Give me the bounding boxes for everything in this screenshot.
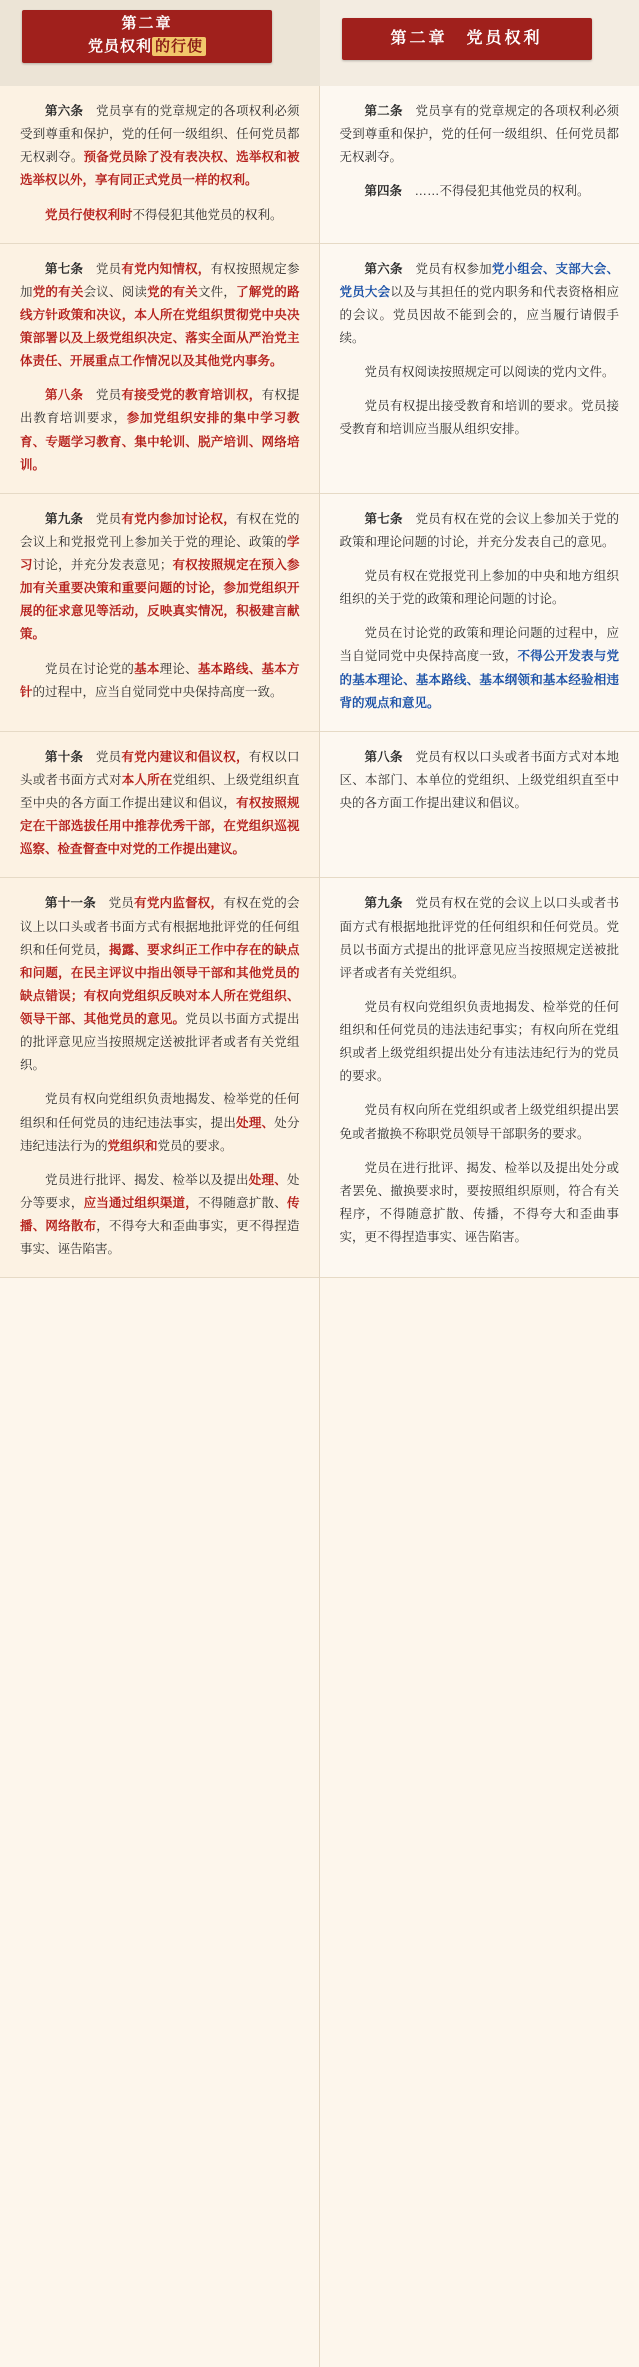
emphasis-text: 党小组会、支部大会、党员大会 (339, 261, 619, 299)
header-left-column (0, 0, 320, 86)
emphasis-text: 应当通过组织渠道， (83, 1195, 198, 1210)
paragraph (340, 258, 620, 351)
emphasis-text: 有党内参加讨论权， (121, 511, 237, 526)
paragraph (340, 395, 620, 441)
paragraph (340, 1099, 620, 1145)
emphasis-text: 有权按照规定在预入参加有关重要决策和重要问题的讨论，参加党组织开展的征求意见等活动，反映真实情况，积极建言献策。 (20, 558, 300, 642)
emphasis-text: 基本 (134, 661, 160, 676)
body-text: 党员有权参加 (402, 261, 492, 276)
right-title-ribbon: 第二章 党员权利 (342, 18, 592, 60)
emphasis-text: 第二条 (364, 104, 403, 118)
body-text: 理论、 (159, 661, 198, 676)
emphasis-text: 第六条 (364, 261, 403, 276)
body-text: 处分违纪违法行为的 (20, 1115, 300, 1153)
emphasis-text: 参加党组织安排的集中学习教育、专题学习教育、集中轮训、脱产培训、网络培训。 (20, 411, 300, 472)
emphasis-text: 党的有关 (147, 284, 198, 299)
emphasis-text: 党员行使权利时 (45, 207, 133, 222)
emphasis-text: 第六条 (45, 104, 84, 118)
paragraph (20, 508, 300, 647)
body-text: 党员有权向党组织负责地揭发、检举党的任何组织和任何党员的违纪违法事实，提出 (20, 1092, 300, 1130)
body-text: 文件， (197, 284, 237, 299)
body-text: 党员有权向所在党组织或者上级党组织提出罢免或者撤换不称职党员领导干部职务的要求。 (339, 1103, 619, 1141)
body-text: 党员有权提出接受教育和培训的要求。党员接受教育和培训应当服从组织安排。 (339, 399, 619, 437)
body-text: 党员享有的党章规定的各项权利必须受到尊重和保护，党的任何一级组织、任何党员都无权剥夺。 (20, 104, 300, 165)
body-text: 党员享有的党章规定的各项权利必须受到尊重和保护，党的任何一级组织、任何党员都无权剥夺。 (339, 104, 619, 165)
emphasis-text: 第七条 (45, 261, 84, 276)
page-header (0, 0, 639, 86)
paragraph (20, 1088, 300, 1157)
body-text: 党员有权在党报党刊上参加的中央和地方组织组织的关于党的政策和理论问题的讨论。 (339, 569, 619, 607)
emphasis-text: 第四条 (364, 184, 403, 199)
body-text: 党员以书面方式提出的批评意见应当按照规定送被批评者或者有关党组织。 (20, 1012, 300, 1073)
emphasis-text: 第十一条 (45, 896, 96, 911)
body-text: 的过程中，应当自觉同党中央保持高度一致。 (32, 684, 283, 699)
body-text: ……不得侵犯其他党员的权利。 (402, 184, 590, 199)
emphasis-text: 第七条 (364, 511, 403, 526)
column-divider (319, 86, 320, 2367)
body-text: ，不得夸大和歪曲事实，更不得捏造事实、诬告陷害。 (20, 1219, 300, 1257)
paragraph (340, 622, 620, 715)
paragraph (340, 508, 620, 554)
body-text: 不得侵犯其他党员的权利。 (132, 207, 283, 222)
body-text: 以及与其担任的党内职务和代表资格相应的会议。党员因故不能到会的，应当履行请假手续。 (339, 284, 619, 345)
body-text: 党员在讨论党的 (45, 661, 135, 676)
body-text: 党员 (83, 749, 122, 764)
paragraph (340, 100, 620, 169)
paragraph (20, 1169, 300, 1262)
body-text: 党员在进行批评、揭发、检举以及提出处分或者罢免、撤换要求时，要按照组织原则，符合有关程序，不得随意扩散、传播，不得夸大和歪曲事实，更不得捏造事实、诬告陷害。 (339, 1160, 619, 1244)
body-text: 有权在党的会议上和党报党刊上参加关于党的理论、政策的 (20, 511, 300, 549)
paragraph (340, 996, 620, 1089)
body-text: 党员 (83, 388, 122, 403)
paragraph (20, 892, 300, 1077)
paragraph (20, 204, 300, 227)
paragraph (20, 100, 300, 193)
emphasis-text: 党组织和 (107, 1138, 158, 1153)
emphasis-text: 第八条 (364, 749, 403, 764)
body-text: 党员在讨论党的政策和理论问题的过程中，应当自觉同党中央保持高度一致， (339, 626, 619, 664)
body-text: 党员有权以口头或者书面方式对本地区、本部门、本单位的党组织、上级党组织直至中央的各方面工作提出建议和倡议。 (339, 749, 619, 810)
emphasis-text: 有党内建议和倡议权， (121, 749, 249, 764)
old-regulation-cell (320, 86, 639, 243)
emphasis-text: 有党内监督权， (134, 896, 224, 911)
paragraph (340, 746, 620, 815)
emphasis-text: 传播、网络散布 (20, 1195, 300, 1233)
old-regulation-cell (320, 244, 639, 493)
new-regulation-cell (0, 86, 320, 243)
body-text: 党员有权在党的会议上以口头或者书面方式有根据地批评党的任何组织和任何党员。党员以书面方式提出的批评意见应当按照规定送被批评者或者有关党组织。 (339, 896, 619, 980)
emphasis-text: 揭露、要求纠正工作中存在的缺点和问题，在民主评议中指出领导干部和其他党员的缺点错误；有权向党组织反映对本人所在党组织、领导干部、其他党员的意见。 (20, 942, 300, 1026)
body-text: 党员有权在党的会议上参加关于党的政策和理论问题的讨论，并充分发表自己的意见。 (339, 511, 619, 549)
body-text: 有权提出教育培训要求， (20, 388, 300, 426)
emphasis-text: 第九条 (45, 511, 84, 526)
emphasis-text: 预备党员除了没有表决权、选举权和被选举权以外，享有同正式党员一样的权利。 (20, 150, 300, 188)
body-text: 会议、阅读 (83, 284, 148, 299)
left-chapter-label: 第二章 (121, 15, 173, 32)
paragraph (340, 1157, 620, 1250)
new-regulation-cell (0, 244, 320, 493)
body-text: 党员 (95, 896, 135, 911)
body-text: 党员有权向党组织负责地揭发、检举党的任何组织和任何党员的违法违纪事实；有权向所在党组织或者上级党组织提出处分有违法违纪行为的党员的要求。 (339, 999, 619, 1084)
body-text: 处分等要求， (20, 1172, 300, 1210)
emphasis-text: 了解党的路线方针政策和决议，本人所在党组织贯彻党中央决策部署以及上级党组织决定、落实全面从严治党主体责任、开展重点工作情况以及其他党内事务。 (20, 284, 300, 369)
old-regulation-cell (320, 732, 639, 878)
body-text: 党员 (83, 261, 122, 276)
body-text: 讨论，并充分发表意见； (32, 558, 173, 572)
emphasis-text: 党的有关 (32, 284, 84, 299)
emphasis-text: 学习 (20, 534, 300, 572)
old-regulation-cell (320, 878, 639, 1277)
emphasis-text: 有权按照规定在干部选拔任用中推荐优秀干部，在党组织巡视巡察、检查督查中对党的工作提出建议。 (20, 796, 300, 857)
emphasis-text: 第十条 (45, 749, 84, 764)
body-text: 党组织、上级党组织直至中央的各方面工作提出建议和倡议， (20, 772, 300, 810)
emphasis-text: 本人所在 (121, 772, 173, 787)
body-text: 党员 (83, 511, 122, 526)
emphasis-text: 第九条 (364, 896, 403, 911)
new-regulation-cell (0, 732, 320, 878)
body-text: 党员进行批评、揭发、检举以及提出 (45, 1172, 249, 1187)
emphasis-text: 第八条 (45, 388, 84, 403)
paragraph (340, 892, 620, 985)
body-text: 党员有权阅读按照规定可以阅读的党内文件。 (364, 365, 615, 380)
left-title-part-a: 党员权利 (87, 38, 152, 55)
new-regulation-cell (0, 494, 320, 731)
left-title-label (22, 35, 272, 63)
emphasis-text: 有党内知情权， (121, 261, 211, 276)
paragraph (340, 361, 620, 384)
body-text: 有权按照规定参加 (20, 261, 300, 299)
emphasis-text: 处理、 (248, 1172, 287, 1187)
left-title-part-b: 的行使 (152, 37, 206, 56)
paragraph (20, 658, 300, 704)
paragraph (20, 746, 300, 862)
body-text: 党员的要求。 (157, 1138, 233, 1153)
header-right-column (320, 0, 639, 86)
emphasis-text: 基本路线、基本方针 (20, 661, 300, 699)
paragraph (340, 180, 620, 203)
body-text: 有权在党的会议上以口头或者书面方式有根据地批评党的任何组织和任何党员， (20, 896, 300, 957)
new-regulation-cell (0, 878, 320, 1277)
old-regulation-cell (320, 494, 639, 731)
emphasis-text: 不得公开发表与党的基本理论、基本路线、基本纲领和基本经验相违背的观点和意见。 (339, 649, 619, 710)
paragraph (20, 258, 300, 374)
paragraph (20, 384, 300, 477)
body-text: 不得随意扩散、 (197, 1195, 287, 1210)
emphasis-text: 有接受党的教育培训权， (121, 388, 262, 403)
left-title-ribbon (22, 10, 272, 63)
emphasis-text: 处理、 (236, 1115, 275, 1130)
body-text: 有权以口头或者书面方式对 (20, 749, 300, 787)
paragraph (340, 565, 620, 611)
